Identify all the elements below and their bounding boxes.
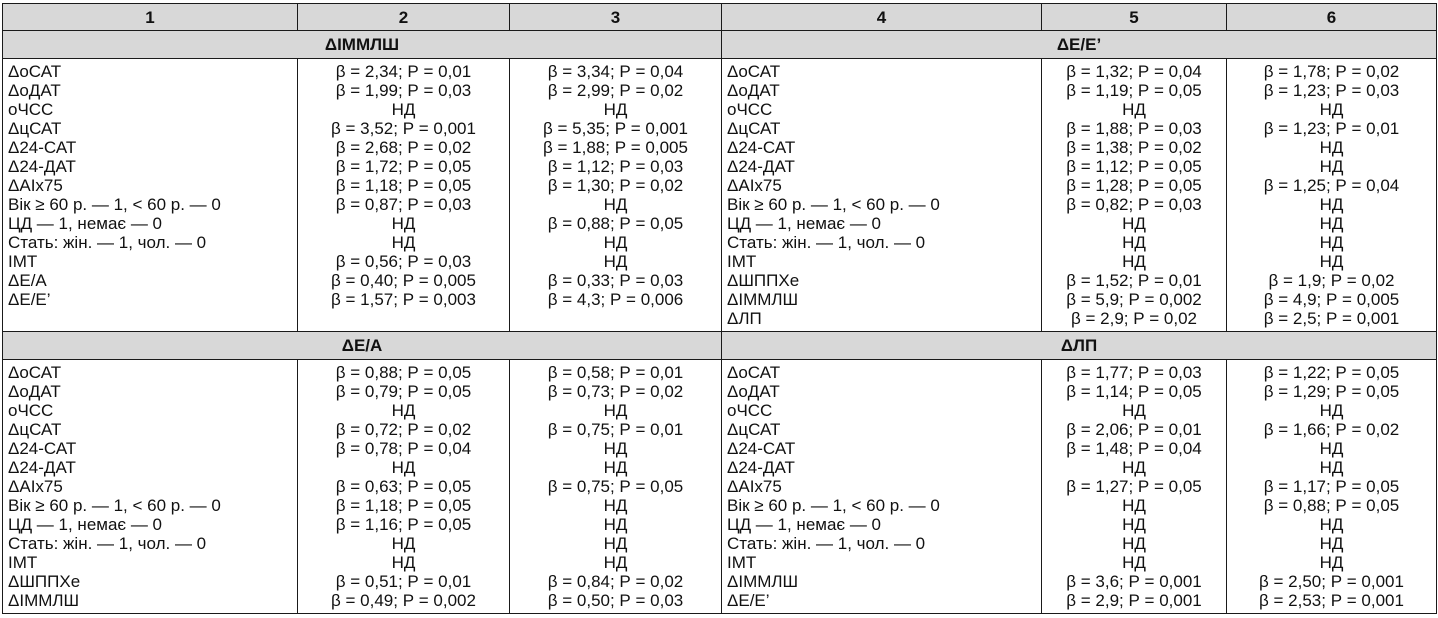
cell-line: оЧСС <box>8 100 54 119</box>
cell-line: ΔцСАТ <box>8 420 62 439</box>
cell-line: оЧСС <box>727 100 773 119</box>
cell-line: НД <box>603 496 628 515</box>
cell-line: Вік ≥ 60 р. — 1, < 60 р. — 0 <box>8 195 221 214</box>
cell-line: β = 0,88; Р = 0,05 <box>335 363 472 382</box>
cell-line: НД <box>1122 515 1146 534</box>
cell-line: β = 4,9; Р = 0,005 <box>1263 290 1400 309</box>
cell-line: β = 1,23; Р = 0,03 <box>1263 81 1400 100</box>
column-header-row <box>3 4 1437 31</box>
cell-line: β = 0,63; Р = 0,05 <box>335 477 472 496</box>
cell-line: НД <box>1319 252 1344 271</box>
cell-line: оЧСС <box>8 401 54 420</box>
cell-line: β = 0,73; Р = 0,02 <box>547 382 684 401</box>
cell-line: Δ24-САТ <box>727 138 796 157</box>
col3-values-cell <box>510 360 722 614</box>
cell-line: НД <box>1319 515 1344 534</box>
col3-values-cell <box>510 59 722 332</box>
cell-line: НД <box>603 401 628 420</box>
cell-line: β = 0,79; Р = 0,05 <box>335 382 472 401</box>
column-header: 1 <box>3 4 298 31</box>
cell-line: НД <box>603 439 628 458</box>
factor-labels-cell <box>3 360 298 614</box>
cell-line: β = 1,77; Р = 0,03 <box>1066 363 1202 382</box>
cell-line: β = 0,82; Р = 0,03 <box>1066 195 1202 214</box>
cell-line: Стать: жін. — 1, чол. — 0 <box>8 534 207 553</box>
cell-line: β = 2,9; Р = 0,001 <box>1066 591 1202 610</box>
cell-line: ІМТ <box>727 553 757 572</box>
section-body-row <box>3 59 1437 332</box>
cell-line: НД <box>1319 214 1344 233</box>
cell-line: β = 0,75; Р = 0,05 <box>547 477 684 496</box>
cell-line: β = 1,19; Р = 0,05 <box>1066 81 1202 100</box>
cell-line: НД <box>603 100 628 119</box>
section-title-right: ΔЕ/Е’ <box>722 31 1437 59</box>
col2-values-cell <box>298 59 510 332</box>
cell-line: НД <box>1319 195 1344 214</box>
cell-line: Δ24-ДАТ <box>8 157 76 176</box>
column-header: 5 <box>1042 4 1227 31</box>
cell-line: β = 1,78; Р = 0,02 <box>1263 62 1400 81</box>
cell-line: ΔЕ/Е’ <box>8 290 51 309</box>
cell-line: β = 1,18; Р = 0,05 <box>335 496 472 515</box>
section-title-left: ΔЕ/А <box>3 332 722 360</box>
cell-line: НД <box>1319 157 1344 176</box>
cell-line: ΔоСАТ <box>8 62 62 81</box>
cell-line: β = 0,56; Р = 0,03 <box>335 252 472 271</box>
cell-line: Стать: жін. — 1, чол. — 0 <box>727 233 926 252</box>
cell-line: НД <box>603 458 628 477</box>
cell-line: НД <box>391 534 416 553</box>
cell-line: β = 1,9; Р = 0,02 <box>1268 271 1395 290</box>
cell-line: β = 0,72; Р = 0,02 <box>335 420 472 439</box>
cell-line: β = 4,3; Р = 0,006 <box>547 290 684 309</box>
cell-line: НД <box>391 233 416 252</box>
cell-line: β = 0,84; Р = 0,02 <box>547 572 684 591</box>
cell-line: ЦД — 1, немає — 0 <box>727 214 881 233</box>
cell-line: НД <box>603 515 628 534</box>
cell-line: ΔоДАТ <box>8 81 61 100</box>
cell-line: β = 0,50; Р = 0,03 <box>547 591 684 610</box>
cell-line: НД <box>1319 458 1344 477</box>
cell-line: β = 3,34; Р = 0,04 <box>547 62 684 81</box>
cell-line: НД <box>603 233 628 252</box>
cell-line: β = 1,17; Р = 0,05 <box>1263 477 1400 496</box>
col6-values-cell <box>1227 360 1437 614</box>
cell-line: β = 1,38; Р = 0,02 <box>1066 138 1202 157</box>
cell-line: НД <box>1122 401 1146 420</box>
cell-line: β = 1,88; Р = 0,005 <box>543 138 688 157</box>
cell-line: β = 0,49; Р = 0,002 <box>331 591 476 610</box>
cell-line: β = 0,78; Р = 0,04 <box>335 439 472 458</box>
regression-table <box>2 3 1437 614</box>
cell-line: НД <box>391 553 416 572</box>
cell-line: НД <box>1122 214 1146 233</box>
section-title-right: ΔЛП <box>722 332 1437 360</box>
section-body-row <box>3 360 1437 614</box>
cell-line: β = 1,12; Р = 0,03 <box>547 157 684 176</box>
cell-line: β = 1,23; Р = 0,01 <box>1263 119 1400 138</box>
cell-line: β = 0,58; Р = 0,01 <box>547 363 684 382</box>
cell-line: β = 0,87; Р = 0,03 <box>335 195 472 214</box>
cell-line: Вік ≥ 60 р. — 1, < 60 р. — 0 <box>8 496 221 515</box>
cell-line: ІМТ <box>727 252 757 271</box>
cell-line: β = 1,29; Р = 0,05 <box>1263 382 1400 401</box>
cell-line: ΔІММЛШ <box>8 591 80 610</box>
cell-line: ΔЕ/Е’ <box>727 591 770 610</box>
cell-line: ЦД — 1, немає — 0 <box>8 515 162 534</box>
cell-line: β = 0,40; Р = 0,005 <box>331 271 476 290</box>
column-header: 6 <box>1227 4 1437 31</box>
cell-line: ΔцСАТ <box>8 119 62 138</box>
section-header-row <box>3 31 1437 59</box>
cell-line: ΔоДАТ <box>727 382 780 401</box>
cell-line: ΔЕ/А <box>8 271 47 290</box>
column-header: 2 <box>298 4 510 31</box>
cell-line: β = 1,57; Р = 0,003 <box>331 290 476 309</box>
factor-labels-cell <box>722 360 1042 614</box>
cell-line: β = 1,99; Р = 0,03 <box>335 81 472 100</box>
cell-line: НД <box>1122 553 1146 572</box>
cell-line: β = 0,88; Р = 0,05 <box>547 214 684 233</box>
cell-line: β = 1,72; Р = 0,05 <box>335 157 472 176</box>
cell-line: Δ24-ДАТ <box>727 458 795 477</box>
cell-line: β = 1,22; Р = 0,05 <box>1263 363 1400 382</box>
cell-line: β = 1,88; Р = 0,03 <box>1066 119 1202 138</box>
cell-line: β = 1,12; Р = 0,05 <box>1066 157 1202 176</box>
cell-line: НД <box>1122 496 1146 515</box>
cell-line: β = 0,51; Р = 0,01 <box>335 572 472 591</box>
cell-line: НД <box>603 195 628 214</box>
cell-line: Δ24-ДАТ <box>727 157 795 176</box>
column-header: 3 <box>510 4 722 31</box>
cell-line: ΔоДАТ <box>727 81 780 100</box>
cell-line: ΔІММЛШ <box>727 572 799 591</box>
cell-line: НД <box>391 214 416 233</box>
cell-line: НД <box>603 553 628 572</box>
cell-line: НД <box>391 100 416 119</box>
cell-line: β = 0,75; Р = 0,01 <box>547 420 684 439</box>
cell-line: НД <box>1122 233 1146 252</box>
cell-line: ЦД — 1, немає — 0 <box>8 214 162 233</box>
cell-line: β = 1,66; Р = 0,02 <box>1263 420 1400 439</box>
col5-values-cell <box>1042 360 1227 614</box>
cell-line: β = 1,27; Р = 0,05 <box>1066 477 1202 496</box>
cell-line: β = 1,14; Р = 0,05 <box>1066 382 1202 401</box>
cell-line: ЦД — 1, немає — 0 <box>727 515 881 534</box>
cell-line: НД <box>1319 138 1344 157</box>
cell-line: ΔоСАТ <box>727 62 781 81</box>
cell-line: β = 1,18; Р = 0,05 <box>335 176 472 195</box>
cell-line: β = 2,9; Р = 0,02 <box>1070 309 1198 328</box>
cell-line: β = 3,52; Р = 0,001 <box>331 119 476 138</box>
cell-line: НД <box>1319 401 1344 420</box>
cell-line: НД <box>603 252 628 271</box>
cell-line: Δ24-САТ <box>8 439 77 458</box>
cell-line: ΔAIx75 <box>727 477 782 496</box>
cell-line: β = 0,88; Р = 0,05 <box>1263 496 1400 515</box>
cell-line: ΔAIx75 <box>8 176 63 195</box>
cell-line: β = 1,16; Р = 0,05 <box>335 515 472 534</box>
cell-line: НД <box>1122 534 1146 553</box>
cell-line: Δ24-САТ <box>727 439 796 458</box>
cell-line: ІМТ <box>8 252 38 271</box>
cell-line: ΔоСАТ <box>727 363 781 382</box>
cell-line: НД <box>603 534 628 553</box>
cell-line: НД <box>1319 100 1344 119</box>
cell-line: НД <box>1122 252 1146 271</box>
col5-values-cell <box>1042 59 1227 332</box>
cell-line: Вік ≥ 60 р. — 1, < 60 р. — 0 <box>727 195 940 214</box>
cell-line: Вік ≥ 60 р. — 1, < 60 р. — 0 <box>727 496 940 515</box>
cell-line: Δ24-ДАТ <box>8 458 76 477</box>
cell-line: НД <box>1319 534 1344 553</box>
cell-line: β = 2,34; Р = 0,01 <box>335 62 472 81</box>
cell-line: ΔЛП <box>727 309 762 328</box>
cell-line: ΔоДАТ <box>8 382 61 401</box>
cell-line: НД <box>391 458 416 477</box>
cell-line: β = 1,30; Р = 0,02 <box>547 176 684 195</box>
cell-line: ΔAIx75 <box>727 176 782 195</box>
col2-values-cell <box>298 360 510 614</box>
cell-line: ΔШППХе <box>8 572 81 591</box>
cell-line: β = 5,9; Р = 0,002 <box>1066 290 1202 309</box>
cell-line: β = 1,32; Р = 0,04 <box>1066 62 1202 81</box>
cell-line: ΔцСАТ <box>727 119 781 138</box>
cell-line: β = 1,28; Р = 0,05 <box>1066 176 1202 195</box>
cell-line: β = 5,35; Р = 0,001 <box>543 119 688 138</box>
cell-line: Стать: жін. — 1, чол. — 0 <box>8 233 207 252</box>
cell-line: β = 2,50; Р = 0,001 <box>1259 572 1404 591</box>
cell-line: ΔAIx75 <box>8 477 63 496</box>
cell-line: Стать: жін. — 1, чол. — 0 <box>727 534 926 553</box>
cell-line: β = 1,25; Р = 0,04 <box>1263 176 1400 195</box>
cell-line: НД <box>1319 553 1344 572</box>
section-header-row <box>3 332 1437 360</box>
cell-line: ΔІММЛШ <box>727 290 799 309</box>
cell-line: оЧСС <box>727 401 773 420</box>
cell-line: НД <box>1122 100 1146 119</box>
cell-line: β = 2,99; Р = 0,02 <box>547 81 684 100</box>
col6-values-cell <box>1227 59 1437 332</box>
factor-labels-cell <box>722 59 1042 332</box>
factor-labels-cell <box>3 59 298 332</box>
cell-line: НД <box>391 401 416 420</box>
cell-line: ΔцСАТ <box>727 420 781 439</box>
cell-line: Δ24-САТ <box>8 138 77 157</box>
cell-line: НД <box>1319 233 1344 252</box>
cell-line: НД <box>1319 439 1344 458</box>
cell-line: НД <box>1122 458 1146 477</box>
cell-line: β = 1,52; Р = 0,01 <box>1066 271 1202 290</box>
section-title-left: ΔІММЛШ <box>3 31 722 59</box>
column-header: 4 <box>722 4 1042 31</box>
cell-line: β = 3,6; Р = 0,001 <box>1066 572 1202 591</box>
cell-line: ІМТ <box>8 553 38 572</box>
cell-line: β = 2,68; Р = 0,02 <box>335 138 472 157</box>
cell-line: ΔШППХе <box>727 271 800 290</box>
cell-line: β = 2,53; Р = 0,001 <box>1259 591 1404 610</box>
cell-line: β = 0,33; Р = 0,03 <box>547 271 684 290</box>
cell-line: β = 2,06; Р = 0,01 <box>1066 420 1202 439</box>
cell-line: ΔоСАТ <box>8 363 62 382</box>
cell-line: β = 1,48; Р = 0,04 <box>1066 439 1202 458</box>
cell-line: β = 2,5; Р = 0,001 <box>1263 309 1400 328</box>
